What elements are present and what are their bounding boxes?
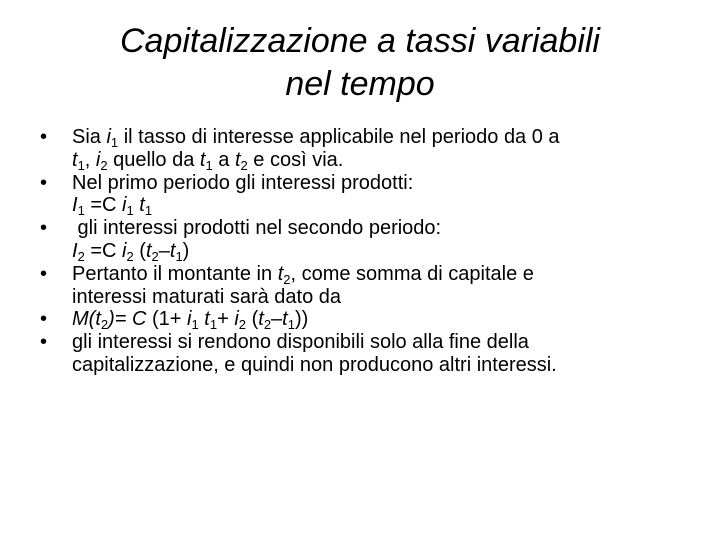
bullet-3-formula: $I_2 =C$ $i_2$ $(t_2-t_1)$ <box>72 239 190 264</box>
bullet-dot: • <box>40 331 48 354</box>
bullet-5-formula: $M(t_2)= C$ ($1+ i_1$ $t_1+ i_2$ $(t_2-t_1)$) <box>72 308 309 333</box>
bullet-dot: • <box>40 171 48 194</box>
title-line-2: nel tempo <box>285 65 435 103</box>
bullet-1-line-1: Sia $i_1$ il tasso di interesse applicabile nel periodo da 0 a <box>72 126 560 150</box>
title-line-1: Capitalizzazione a tassi variabili <box>119 22 600 60</box>
bullet-6-line-1: gli interessi si rendono disponibili solo alla fine della <box>72 331 529 354</box>
bullet-4-line-1: Pertanto il montante in $t_2$, come somma di capitale e <box>72 262 534 287</box>
bullet-2-formula: $I_1 =C$ $i_1$ $t_1$ <box>72 194 153 219</box>
bullet-item-3 <box>0 217 692 263</box>
bullet-list <box>0 126 720 377</box>
bullet-2-line-1: Nel primo periodo gli interessi prodotti: <box>72 171 414 194</box>
bullet-3-line-1: gli interessi prodotti nel secondo periodo: <box>72 217 442 240</box>
bullet-item-2 <box>0 172 692 218</box>
bullet-1-line-2: $t_1$, $i_2$ quello da $t_1$ a $t_2$ e così via. <box>72 148 344 173</box>
bullet-dot: • <box>40 262 48 285</box>
bullet-dot: • <box>40 126 48 148</box>
bullet-6-line-2: capitalizzazione, e quindi non producono altri interessi. <box>72 353 557 376</box>
bullet-dot: • <box>40 217 48 240</box>
bullet-dot: • <box>40 308 48 331</box>
bullet-4-line-2: interessi maturati sarà dato da <box>72 285 342 308</box>
bullet-item-4 <box>0 263 692 309</box>
bullet-item-1 <box>0 126 692 172</box>
bullet-item-5 <box>0 308 692 331</box>
slide-title <box>40 20 680 106</box>
bullet-item-6 <box>0 331 692 377</box>
